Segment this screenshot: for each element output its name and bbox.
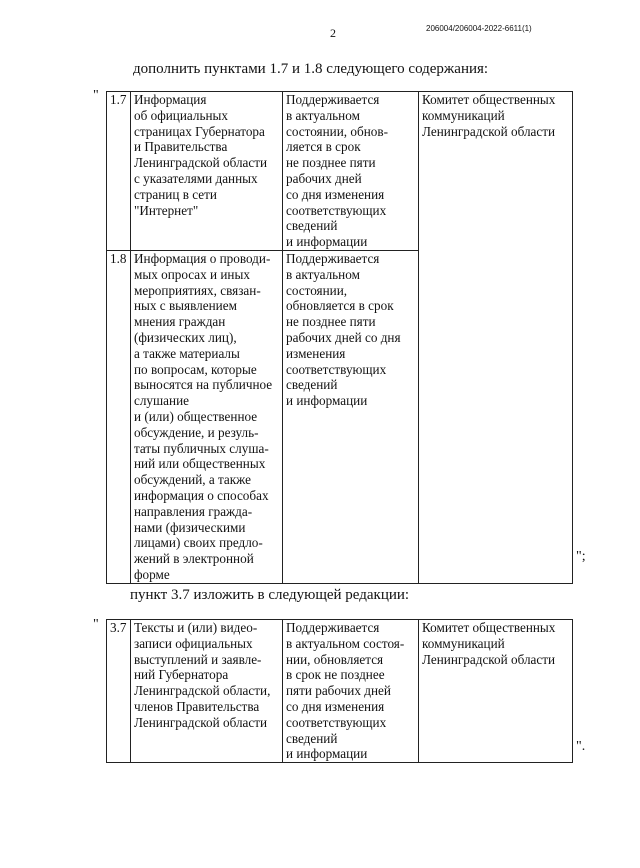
amendment-table-2 xyxy=(106,619,573,763)
item-number: 1.7 xyxy=(107,92,131,251)
table-row xyxy=(107,92,573,251)
update-schedule-cell: Поддерживается в актуальном состоянии, обновляется в срок не позднее пяти рабочих дней со дня изменения соответствующих сведений и информации xyxy=(283,250,419,583)
quote-close-2: ". xyxy=(576,739,586,754)
information-cell: Информация об официальных страницах Губернатора и Правительства Ленинградской области с указателями данных страниц в сети "Интернет" xyxy=(131,92,283,251)
update-schedule-cell: Поддерживается в актуальном состоянии, обнов- ляется в срок не позднее пяти рабочих дней со дня изменения соответствующих сведений и информации xyxy=(283,92,419,251)
responsible-cell: Комитет общественных коммуникаций Ленинградской области xyxy=(419,620,573,763)
responsible-cell: Комитет общественных коммуникаций Ленинградской области xyxy=(419,92,573,584)
amendment-table-1 xyxy=(106,91,573,584)
update-schedule-cell: Поддерживается в актуальном состоя- нии, обновляется в срок не позднее пяти рабочих дней со дня изменения соответствующих сведений и информации xyxy=(283,620,419,763)
item-number: 1.8 xyxy=(107,250,131,583)
information-cell: Тексты и (или) видео- записи официальных выступлений и заявле- ний Губернатора Ленинградской области, членов Правительства Ленинградской области xyxy=(131,620,283,763)
page-number: 2 xyxy=(330,26,336,40)
amendment-intro-2: пункт 3.7 изложить в следующей редакции: xyxy=(130,587,410,603)
table-row xyxy=(107,620,573,763)
amendment-intro-1: дополнить пунктами 1.7 и 1.8 следующего содержания: xyxy=(133,61,489,77)
information-cell: Информация о проводи- мых опросах и иных мероприятиях, связан- ных с выявлением мнения граждан (физических лиц), а также материалы по вопросам, которые выносятся на публичное слушание и (или) общественное обсуждение, и резуль- таты публичных слуша- ний или общественных обсуждений, а также информация о способах направления гражда- нами (физическими лицами) своих предло- жений в электронной форме xyxy=(131,250,283,583)
item-number: 3.7 xyxy=(107,620,131,763)
quote-open-1: " xyxy=(93,88,99,103)
document-id: 206004/206004-2022-6611(1) xyxy=(426,24,532,33)
quote-open-2: " xyxy=(93,617,99,632)
quote-close-1: "; xyxy=(576,549,586,564)
